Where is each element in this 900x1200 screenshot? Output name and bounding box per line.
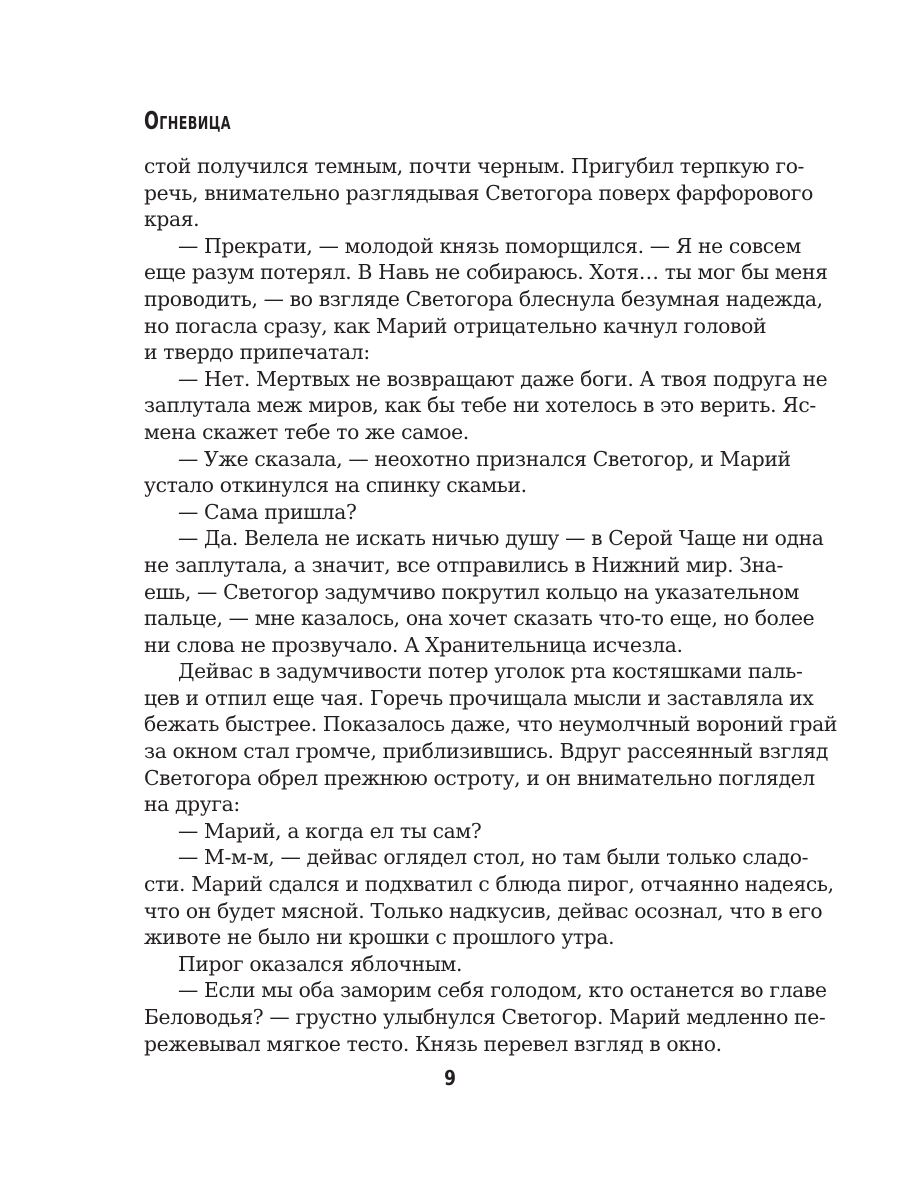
text-line: устало откинулся на спинку скамьи. xyxy=(144,473,527,498)
text-line: — Прекрати, — молодой князь поморщился. — Я не совсем xyxy=(178,233,801,258)
text-line: края. xyxy=(144,207,200,232)
text-line: — Сама пришла? xyxy=(178,499,357,524)
text-line: — Уже сказала, — неохотно признался Светогор, и Марий xyxy=(178,446,791,471)
text-line: бежать быстрее. Показалось даже, что неумолчный вороний грай xyxy=(144,712,838,737)
text-line: что он будет мясной. Только надкусив, дейвас осознал, что в его xyxy=(144,898,823,923)
text-line: за окном стал громче, приблизившись. Вдруг рассеянный взгляд xyxy=(144,739,829,764)
text-line: мена скажет тебе то же самое. xyxy=(144,419,469,444)
running-head: Огневица xyxy=(144,106,231,135)
text-line: цев и отпил еще чая. Горечь прочищала мысли и заставляла их xyxy=(144,685,814,710)
body-text xyxy=(144,153,838,1057)
text-line: сти. Марий сдался и подхватил с блюда пирог, отчаянно надеясь, xyxy=(144,872,834,897)
text-line: Дейвас в задумчивости потер уголок рта костяшками паль- xyxy=(178,659,803,684)
text-line: — Марий, а когда ел ты сам? xyxy=(178,818,482,843)
text-line: на друга: xyxy=(144,792,240,817)
text-line: ешь, — Светогор задумчиво покрутил кольцо на указательном xyxy=(144,579,800,604)
text-line: и твердо припечатал: xyxy=(144,340,370,365)
text-line: речь, внимательно разглядывая Светогора поверх фарфорового xyxy=(144,180,813,205)
text-line: — Если мы оба заморим себя голодом, кто останется во главе xyxy=(178,978,827,1003)
text-line: заплутала меж миров, как бы тебе ни хотелось в это верить. Яс- xyxy=(144,393,816,418)
text-line: Пирог оказался яблочным. xyxy=(178,951,463,976)
text-line: — Да. Велела не искать ничью душу — в Серой Чаще ни одна xyxy=(178,526,824,551)
text-line: режевывал мягкое тесто. Князь перевел взгляд в окно. xyxy=(144,1031,722,1056)
text-line: пальце, — мне казалось, она хочет сказать что-то еще, но более xyxy=(144,606,815,631)
page-number: 9 xyxy=(444,1066,456,1090)
text-line: — М-м-м, — дейвас оглядел стол, но там были только сладо- xyxy=(178,845,809,870)
text-line: Светогора обрел прежнюю остроту, и он внимательно поглядел xyxy=(144,765,815,790)
text-line: еще разум потерял. В Навь не собираюсь. Хотя… ты мог бы меня xyxy=(144,260,828,285)
text-line: но погасла сразу, как Марий отрицательно качнул головой xyxy=(144,313,767,338)
text-line: ни слова не прозвучало. А Хранительница исчезла. xyxy=(144,632,683,657)
text-line: — Нет. Мертвых не возвращают даже боги. А твоя подруга не xyxy=(178,366,828,391)
text-line: не заплутала, а значит, все отправились в Нижний мир. Зна- xyxy=(144,552,784,577)
text-line: проводить, — во взгляде Светогора блеснула безумная надежда, xyxy=(144,286,823,311)
text-line: животе не было ни крошки с прошлого утра. xyxy=(144,925,615,950)
text-line: Беловодья? — грустно улыбнулся Светогор. Марий медленно пе- xyxy=(144,1005,826,1029)
text-line: стой получился темным, почти черным. Пригубил терпкую го- xyxy=(144,154,805,178)
